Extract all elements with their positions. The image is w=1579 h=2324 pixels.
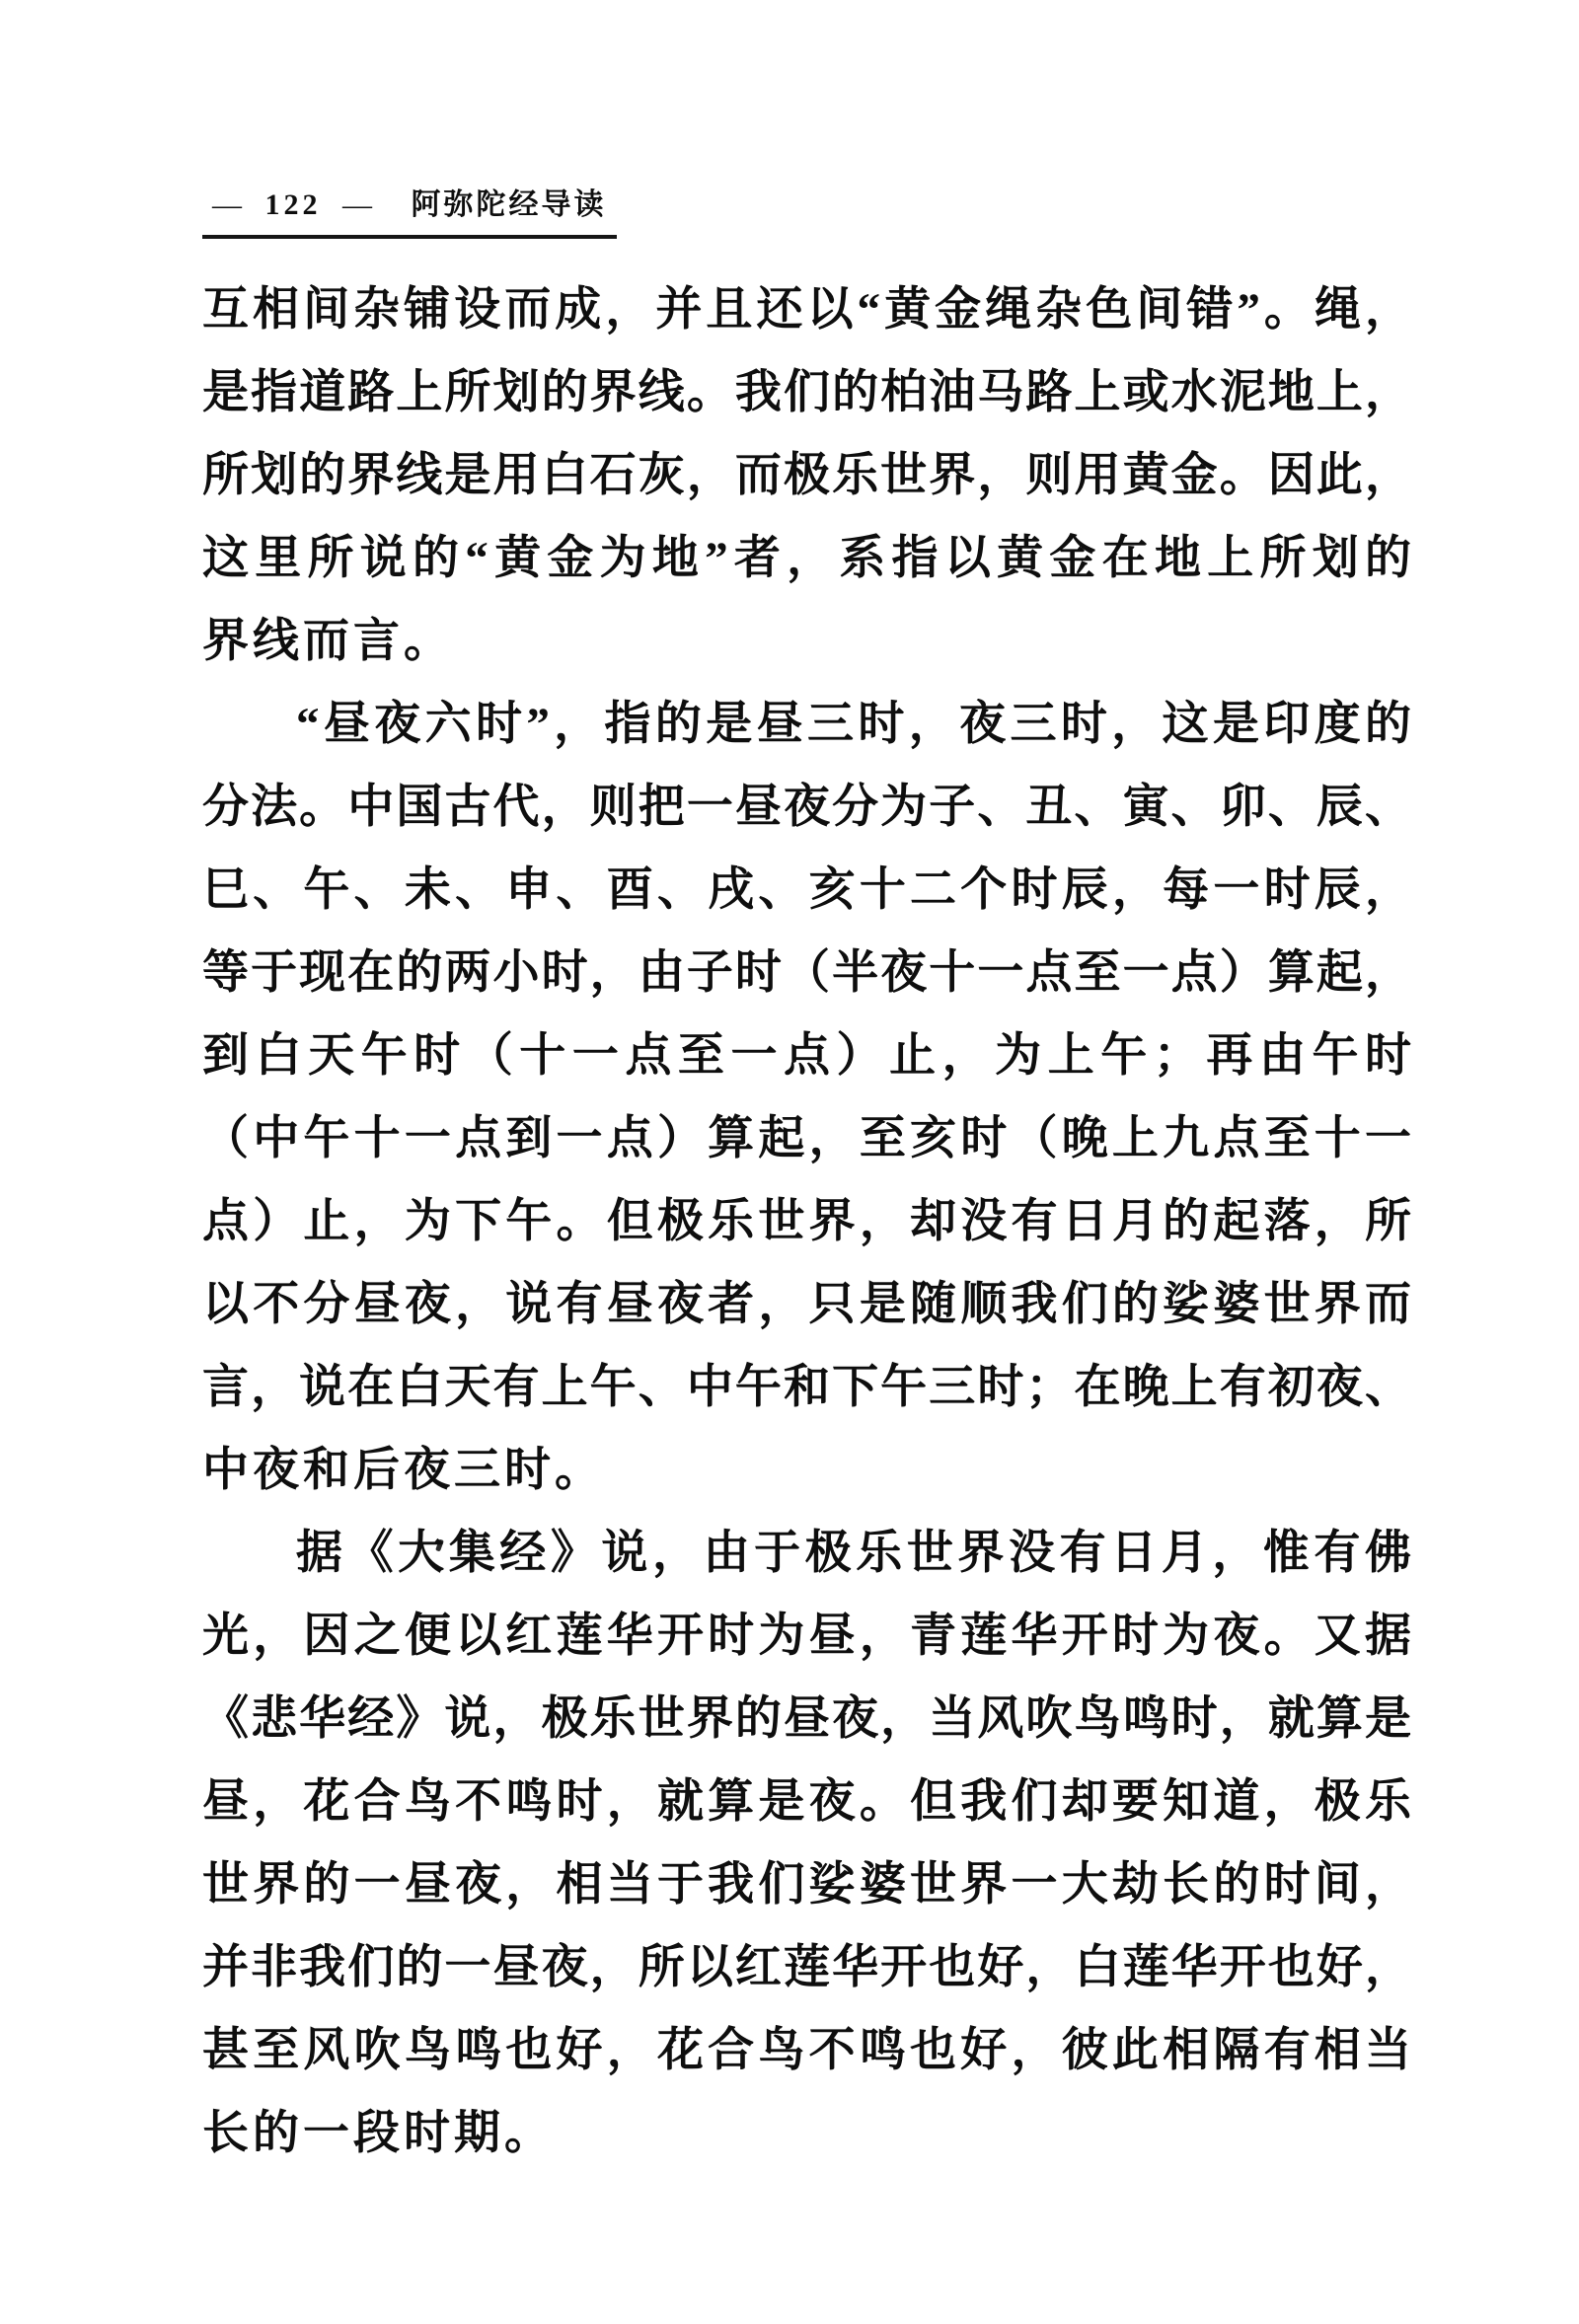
text-line: 并非我们的一昼夜，所以红莲华开也好，白莲华开也好， — [202, 1942, 1411, 1993]
text-line: 这里所说的“黄金为地”者，系指以黄金在地上所划的 — [202, 533, 1411, 584]
text-line: 是指道路上所划的界线。我们的柏油马路上或水泥地上， — [202, 367, 1411, 418]
header-right-dash: — — [342, 188, 374, 221]
page-number: 122 — [264, 188, 322, 221]
text-line: 点）止，为下午。但极乐世界，却没有日月的起落，所 — [202, 1196, 1411, 1247]
body-text — [202, 268, 1411, 2175]
text-line: 分法。中国古代，则把一昼夜分为子、丑、寅、卯、辰、 — [202, 782, 1411, 833]
text-line: 世界的一昼夜，相当于我们娑婆世界一大劫长的时间， — [202, 1859, 1411, 1911]
text-line: 界线而言。 — [202, 616, 454, 667]
text-line: 言，说在白天有上午、中午和下午三时；在晚上有初夜、 — [202, 1362, 1411, 1413]
text-line: 光，因之便以红莲华开时为昼，青莲华开时为夜。又据 — [202, 1611, 1411, 1662]
text-line: 中夜和后夜三时。 — [202, 1445, 605, 1496]
book-title: 阿弥陀经导读 — [411, 188, 607, 221]
text-line: 等于现在的两小时，由子时（半夜十一点至一点）算起， — [202, 947, 1411, 999]
text-line: 长的一段时期。 — [202, 2108, 555, 2159]
header-left-dash: — — [212, 188, 244, 221]
running-head — [202, 180, 617, 239]
text-line: 昼，花合鸟不鸣时，就算是夜。但我们却要知道，极乐 — [202, 1776, 1411, 1828]
text-line: 到白天午时（十一点至一点）止，为上午；再由午时 — [202, 1030, 1411, 1082]
text-line: 互相间杂铺设而成，并且还以“黄金绳杂色间错”。绳， — [202, 284, 1411, 336]
text-line: 巳、午、未、申、酉、戌、亥十二个时辰，每一时辰， — [202, 864, 1411, 916]
text-line: 《悲华经》说，极乐世界的昼夜，当风吹鸟鸣时，就算是 — [202, 1693, 1411, 1745]
text-line: 据《大集经》说，由于极乐世界没有日月，惟有佛 — [296, 1528, 1411, 1579]
text-line: “昼夜六时”，指的是昼三时，夜三时，这是印度的 — [296, 699, 1411, 750]
text-line: 所划的界线是用白石灰，而极乐世界，则用黄金。因此， — [202, 450, 1411, 501]
text-line: 甚至风吹鸟鸣也好，花合鸟不鸣也好，彼此相隔有相当 — [202, 2025, 1411, 2076]
text-line: 以不分昼夜，说有昼夜者，只是随顺我们的娑婆世界而 — [202, 1279, 1411, 1330]
text-line: （中午十一点到一点）算起，至亥时（晚上九点至十一 — [202, 1113, 1411, 1164]
